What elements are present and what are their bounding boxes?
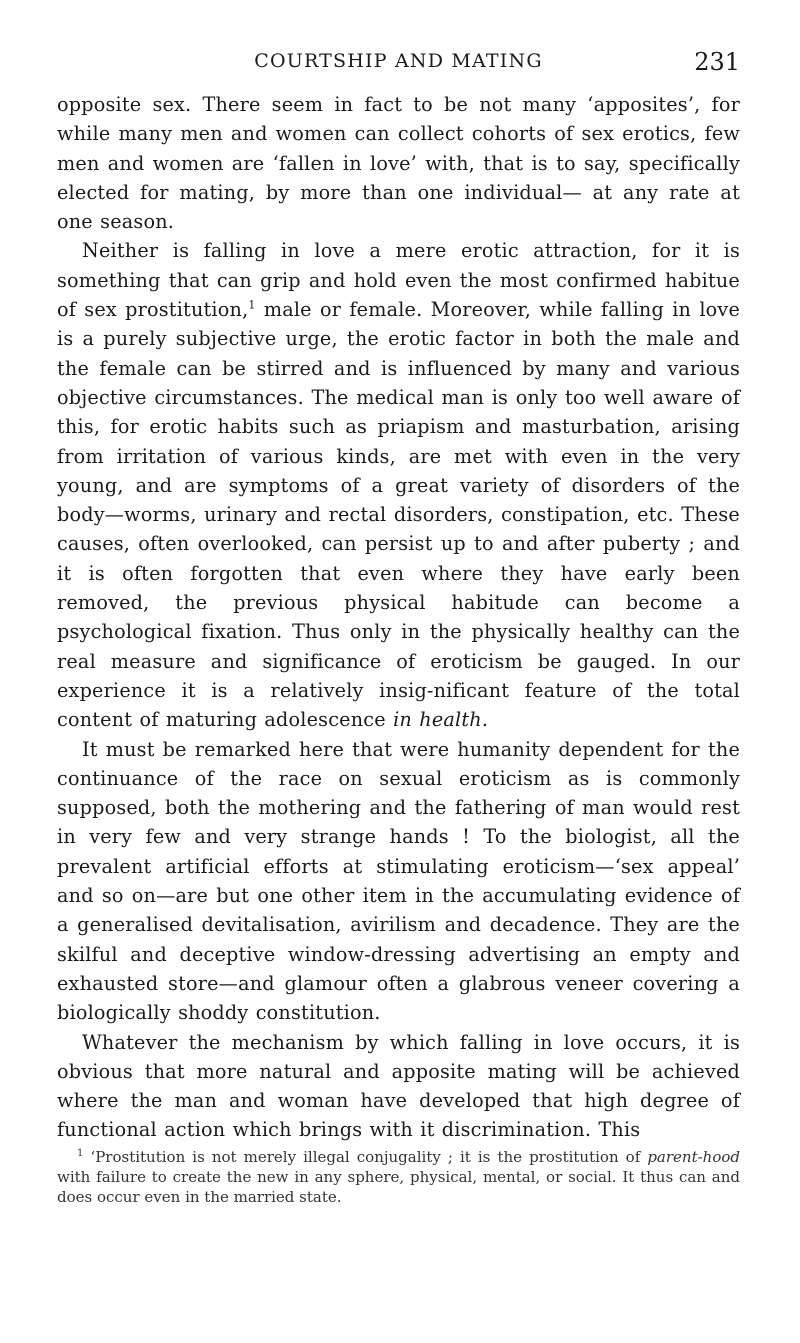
footnote-marker: 1 — [77, 1147, 84, 1159]
paragraph-2-text-b: male or female. Moreover, while falling in love is a purely subjective urge, the erotic factor in both the male and the female can be stirred and is influenced by many and various objective circumstances. The medical man is only too well aware of this, for erotic habits such as priapism and masturbation, arising from irritation of various kinds, are met with even in the very young, and are symptoms of a great variety of disorders of the body—worms, urinary and rectal disorders, constipation, etc. These causes, often overlooked, can persist up to and after puberty ; and it is often forgotten that even where they have early been removed, the previous physical habitude can become a psychological fixation. Thus only in the physically healthy can the real measure and significance of eroticism be gauged. In our experience it is a relatively insig-nificant feature of the total content of maturing adolescence — [57, 298, 741, 732]
paragraph-3: It must be remarked here that were humanity dependent for the continuance of the race on sexual eroticism as is commonly supposed, both the mothering and the fathering of man would rest in very few and very strange hands ! To the biologist, all the prevalent artificial efforts at stimulating eroticism—‘sex appeal’ and so on—are but one other item in the accumulating evidence of a generalised devitalisation, avirilism and decadence. They are the skilful and deceptive window-dressing advertising an empty and exhausted store—and glamour often a glabrous veneer covering a biologically shoddy constitution. — [57, 737, 740, 1025]
footnote-text-b: with failure to create the new in any sphere, physical, mental, or social. It thus can and does occur even in the married state. — [57, 1167, 740, 1206]
footnote-text-a: ‘Prostitution is not merely illegal conjugality ; it is the prostitution of — [83, 1147, 648, 1166]
book-page — [57, 50, 740, 1207]
footnote-italic: parent-hood — [647, 1147, 740, 1166]
paragraph-2-text-a: Neither is falling in love a mere erotic attraction, for it is something that can grip and hold even the most confirmed habitue of sex prostitution, — [57, 239, 740, 322]
body-text — [57, 90, 740, 1145]
footnote — [57, 1147, 740, 1207]
paragraph-1: opposite sex. There seem in fact to be not many ‘apposites’, for while many men and women can collect cohorts of sex erotics, few men and women are ‘fallen in love’ with, that is to say, specifically elected for mating, by more than one individual— at any rate at one season. — [57, 93, 740, 234]
page-header — [57, 50, 740, 90]
paragraph-4: Whatever the mechanism by which falling in love occurs, it is obvious that more natural and apposite mating will be achieved where the man and woman have developed that high degree of functional action which brings with it discrimination. This — [57, 1030, 740, 1142]
running-head: COURTSHIP AND MATING — [254, 50, 543, 72]
paragraph-2-italic: in health. — [393, 708, 489, 732]
footnote-reference: 1 — [248, 298, 256, 312]
page-number: 231 — [694, 48, 740, 76]
paragraph-2 — [57, 236, 740, 734]
